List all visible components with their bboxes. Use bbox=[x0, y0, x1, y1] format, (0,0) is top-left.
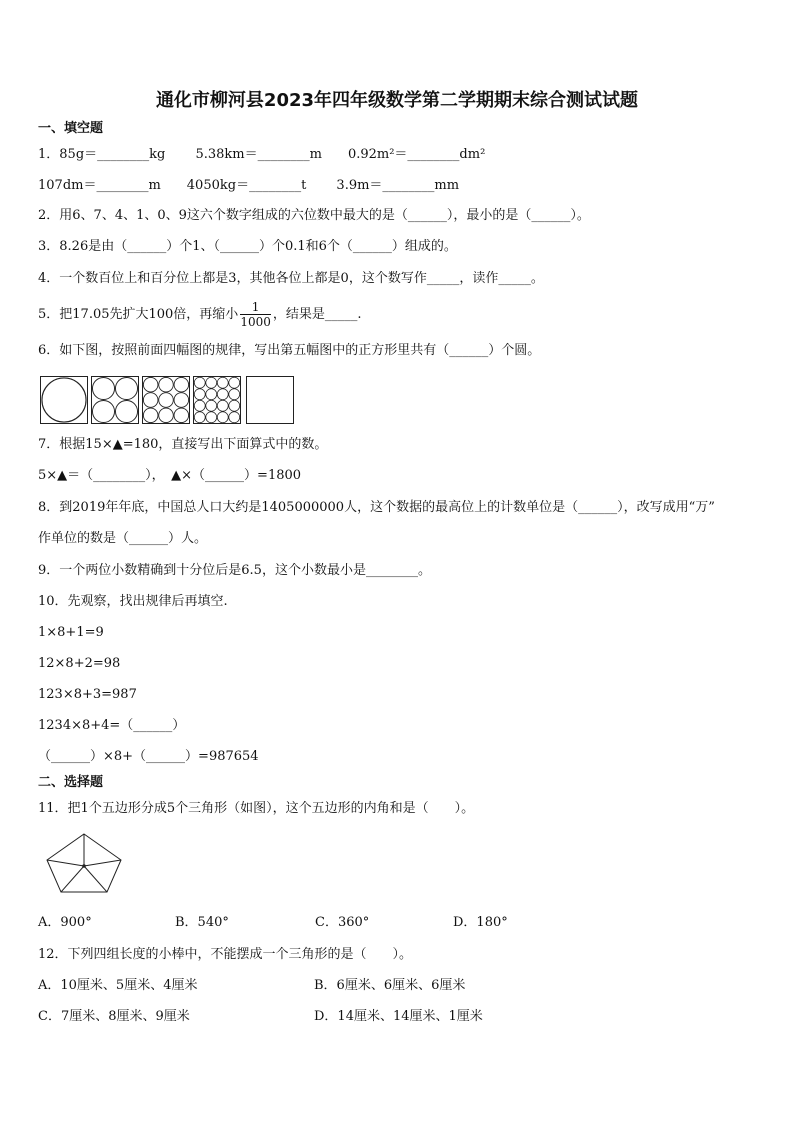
question-8a: 8．到2019年年底，中国总人口大约是1405000000人，这个数据的最高位上的计数单位是（______），改写成用“万” bbox=[38, 500, 715, 515]
question-4: 4．一个数百位上和百分位上都是3，其他各位上都是0，这个数写作_____，读作_____。 bbox=[38, 271, 544, 286]
option-11-a[interactable]: A．900° bbox=[38, 915, 92, 930]
fraction-numerator: 1 bbox=[240, 300, 271, 315]
question-5 bbox=[38, 298, 362, 332]
question-7: 7．根据15×▲=180，直接写出下面算式中的数。 bbox=[38, 437, 328, 452]
option-12-d[interactable]: D．14厘米、14厘米、1厘米 bbox=[314, 1009, 483, 1024]
question-1a: 1．85g＝________kg 5.38km＝________m 0.92m²＝________dm² bbox=[38, 147, 486, 162]
figure-4-circles bbox=[193, 376, 241, 424]
option-11-b[interactable]: B．540° bbox=[175, 915, 229, 930]
pentagon-figure bbox=[44, 832, 124, 894]
option-12-b[interactable]: B．6厘米、6厘米、6厘米 bbox=[314, 978, 466, 993]
option-12-a[interactable]: A．10厘米、5厘米、4厘米 bbox=[38, 978, 198, 993]
question-10-line-4: 1234×8+4=（______） bbox=[38, 718, 186, 733]
question-1b: 107dm＝________m 4050kg＝________t 3.9m＝________mm bbox=[38, 178, 460, 193]
question-10-line-1: 1×8+1=9 bbox=[38, 625, 104, 640]
question-2: 2．用6、7、4、1、0、9这六个数字组成的六位数中最大的是（______），最小的是（______）。 bbox=[38, 208, 590, 223]
figure-3-circles bbox=[142, 376, 190, 424]
question-10-line-2: 12×8+2=98 bbox=[38, 656, 121, 671]
figure-2-circles bbox=[91, 376, 139, 424]
fraction-denominator: 1000 bbox=[240, 315, 271, 329]
option-11-c[interactable]: C．360° bbox=[315, 915, 370, 930]
question-10: 10．先观察，找出规律后再填空. bbox=[38, 594, 228, 609]
question-5-text: 5．把17.05先扩大100倍，再缩小 bbox=[38, 307, 239, 322]
question-10-line-5: （______）×8+（______）=987654 bbox=[38, 749, 259, 764]
question-6: 6．如下图，按照前面四幅图的规律，写出第五幅图中的正方形里共有（______）个圆。 bbox=[38, 343, 541, 358]
question-9: 9．一个两位小数精确到十分位后是6.5，这个小数最小是________。 bbox=[38, 563, 431, 578]
figure-5-empty-square bbox=[246, 376, 294, 424]
question-5-tail: ，结果是_____. bbox=[272, 307, 362, 322]
question-8b: 作单位的数是（______）人。 bbox=[38, 531, 208, 546]
question-10-line-3: 123×8+3=987 bbox=[38, 687, 137, 702]
question-3: 3．8.26是由（______）个1、（______）个0.1和6个（______）组成的。 bbox=[38, 239, 457, 254]
option-12-c[interactable]: C．7厘米、8厘米、9厘米 bbox=[38, 1009, 190, 1024]
page-title: 通化市柳河县2023年四年级数学第二学期期末综合测试试题 bbox=[155, 90, 639, 111]
section-fill-blank: 一、填空题 bbox=[38, 121, 104, 136]
figure-1-circle bbox=[40, 376, 88, 424]
section-multiple-choice: 二、选择题 bbox=[38, 775, 104, 790]
fraction bbox=[240, 300, 271, 329]
question-11: 11．把1个五边形分成5个三角形（如图），这个五边形的内角和是（ ）。 bbox=[38, 801, 475, 816]
question-12: 12．下列四组长度的小棒中，不能摆成一个三角形的是（ ）。 bbox=[38, 947, 413, 962]
option-11-d[interactable]: D．180° bbox=[453, 915, 508, 930]
question-7b: 5×▲＝（________）， ▲×（______）=1800 bbox=[38, 468, 302, 483]
